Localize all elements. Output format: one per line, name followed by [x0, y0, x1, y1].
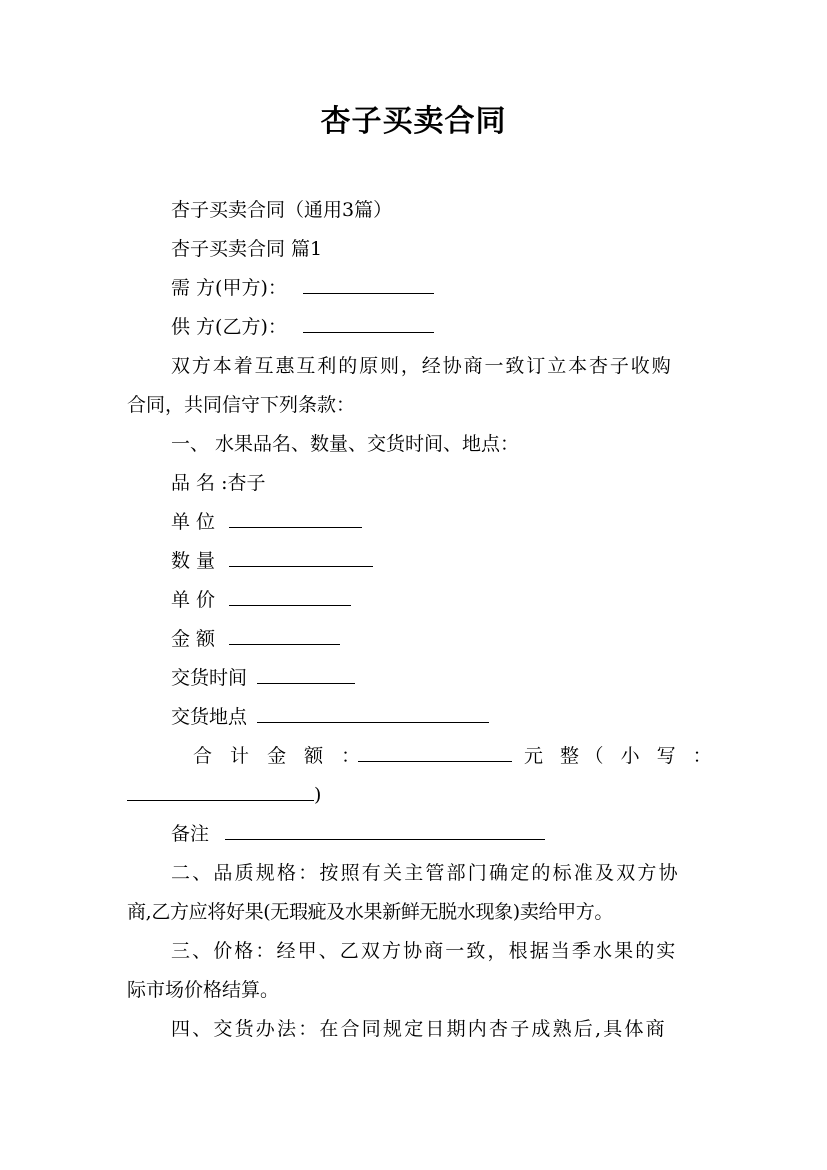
total-unit-label: 元 整（ 小 写 ： [524, 745, 718, 767]
amount-line [171, 627, 340, 651]
total-amount-blank [358, 744, 512, 762]
section-3-line-1: 三、价格：经甲、乙双方协商一致，根据当季水果的实 [171, 940, 678, 962]
delivery-place-blank [257, 705, 489, 723]
unit-line [171, 510, 362, 534]
buyer-label: 需 方(甲方)： [171, 277, 287, 299]
unit-blank [229, 510, 362, 528]
delivery-time-blank [257, 666, 355, 684]
subtitle: 杏子买卖合同（通用3篇） [171, 199, 393, 221]
intro-line-2: 合同，共同信守下列条款： [127, 394, 356, 416]
unit-price-label: 单 价 [171, 589, 216, 611]
section-1-heading: 一、 水果品名、数量、交货时间、地点： [171, 433, 520, 455]
section-2-line-1: 二、品质规格：按照有关主管部门确定的标准及双方协 [171, 862, 680, 884]
remark-blank [225, 822, 545, 840]
quantity-line [171, 549, 373, 573]
unit-price-blank [229, 588, 351, 606]
remark-label: 备注 [171, 823, 210, 845]
delivery-time-label: 交货时间 [171, 667, 248, 689]
section-2-line-2: 商,乙方应将好果(无瑕疵及水果新鲜无脱水现象)卖给甲方。 [127, 901, 614, 923]
total-close-paren: ) [314, 784, 322, 806]
seller-label: 供 方(乙方)： [171, 316, 287, 338]
delivery-place-line [171, 705, 489, 729]
section-4-line-1: 四、交货办法：在合同规定日期内杏子成熟后,具体商 [171, 1018, 667, 1040]
document-title: 杏子买卖合同 [320, 104, 507, 139]
section-3-line-2: 际市场价格结算。 [127, 979, 280, 1001]
seller-blank [303, 315, 434, 333]
seller-line [171, 315, 434, 339]
delivery-time-line [171, 666, 355, 690]
total-lowercase-blank [127, 783, 314, 801]
buyer-blank [303, 276, 434, 294]
total-line [358, 744, 512, 768]
amount-label: 金 额 [171, 628, 216, 650]
remark-line [171, 822, 545, 846]
unit-price-line [171, 588, 351, 612]
buyer-line [171, 276, 434, 300]
part-heading: 杏子买卖合同 篇1 [171, 238, 323, 260]
product-name-line: 品 名 :杏子 [171, 472, 266, 494]
total-label: 合 计 金 额 ： [193, 745, 367, 767]
quantity-blank [229, 549, 373, 567]
total-lowercase-line [127, 783, 321, 807]
unit-label: 单 位 [171, 511, 216, 533]
delivery-place-label: 交货地点 [171, 706, 248, 728]
quantity-label: 数 量 [171, 550, 216, 572]
intro-line-1: 双方本着互惠互利的原则，经协商一致订立本杏子收购 [171, 355, 673, 377]
amount-blank [229, 627, 340, 645]
